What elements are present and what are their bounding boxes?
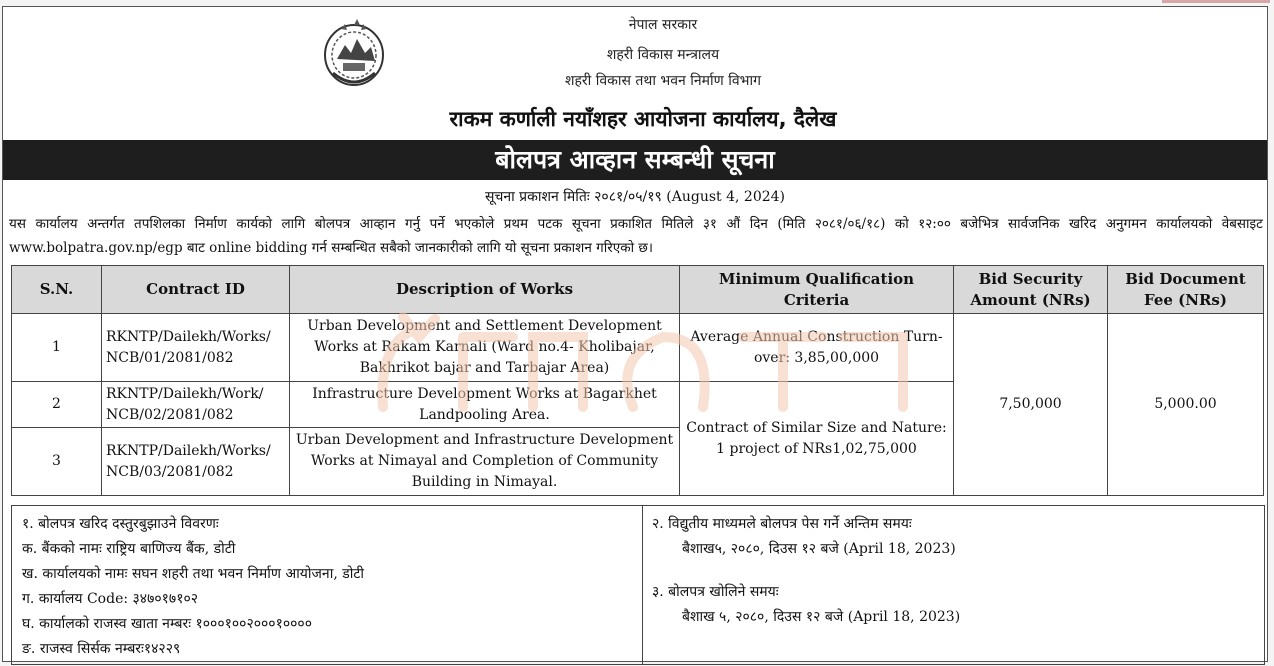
row-sn: 3	[12, 428, 102, 496]
revenue-heading-number: ङ. राजस्व सिर्सक नम्बरः१४२२९	[22, 641, 181, 657]
header-bid-fee: Bid Document Fee (NRs)	[1108, 266, 1264, 314]
row-criteria-turnover: Average Annual Construction Turn-over: 3,85,00,000	[680, 314, 954, 382]
nepal-emblem-icon	[321, 15, 387, 91]
row-contract-id: RKNTP/Dailekh/Work/ NCB/02/2081/082	[102, 382, 290, 428]
office-title: राकम कर्णाली नयाँशहर आयोजना कार्यालय, दैलेख	[449, 107, 837, 131]
notice-frame	[2, 6, 1268, 662]
submission-deadline-value: बैशाख५, २०८०, दिउस १२ बजे (April 18, 2023)	[682, 541, 956, 557]
header-criteria: Minimum Qualification Criteria	[680, 266, 954, 314]
tender-details-box	[11, 505, 1265, 665]
header-description: Description of Works	[290, 266, 680, 314]
notice-banner: बोलपत्र आव्हान सम्बन्धी सूचना	[3, 140, 1267, 180]
table-row	[12, 314, 1264, 382]
intro-paragraph: यस कार्यालय अन्तर्गत तपशिलका निर्माण कार्यको लागि बोलपत्र आव्हान गर्नु पर्ने भएकोले प्रथम पटक सूचना प्रकाशित मितिले ३१ औं दिन (मिति २०८१/०६/१८) को १२:०० बजेभित्र सार्वजनिक खरिद अनुगमन कार्यालयको वेबसाइट www.bolpatra.gov.np/egp बाट online bidding गर्न सम्बन्धित सबैको जानकारीको लागि यो सूचना प्रकाशन गरिएको छ।	[9, 216, 1263, 256]
office-name: ख. कार्यालयको नामः सघन शहरी तथा भवन निर्माण आयोजना, डोटी	[22, 566, 365, 582]
opening-time-label: ३. बोलपत्र खोलिने समयः	[652, 584, 779, 600]
publish-date: सूचना प्रकाशन मितिः २०८१/०५/१९ (August 4, 2024)	[484, 189, 786, 205]
row-sn: 1	[12, 314, 102, 382]
bid-security-value: 7,50,000	[954, 314, 1108, 496]
row-contract-id: RKNTP/Dailekh/Works/ NCB/01/2081/082	[102, 314, 290, 382]
row-description: Urban Development and Settlement Development Works at Rakam Karnali (Ward no.4- Kholibajar, Bakhrikot bajar and Tarbajar Area)	[290, 314, 680, 382]
office-code: ग. कार्यालय Code: ३४७०१७१०२	[22, 591, 199, 607]
fee-heading: १. बोलपत्र खरिद दस्तुरबुझाउने विवरणः	[22, 516, 219, 532]
corner-mark	[1162, 0, 1270, 3]
row-sn: 2	[12, 382, 102, 428]
column-divider	[642, 506, 643, 664]
gov-line-1: नेपाल सरकार	[628, 17, 698, 33]
row-contract-id: RKNTP/Dailekh/Works/ NCB/03/2081/082	[102, 428, 290, 496]
row-criteria-similar: Contract of Similar Size and Nature: 1 project of NRs1,02,75,000	[680, 382, 954, 496]
row-description: Infrastructure Development Works at Bagarkhet Landpooling Area.	[290, 382, 680, 428]
bid-fee-value: 5,000.00	[1108, 314, 1264, 496]
bank-name: क. बैंकको नामः राष्ट्रिय बाणिज्य बैंक, डोटी	[22, 541, 236, 557]
row-description: Urban Development and Infrastructure Development Works at Nimayal and Completion of Community Building in Nimayal.	[290, 428, 680, 496]
table-header-row	[12, 266, 1264, 314]
gov-line-3: शहरी विकास तथा भवन निर्माण विभाग	[564, 73, 762, 89]
header-bid-security: Bid Security Amount (NRs)	[954, 266, 1108, 314]
purchase-fee-details	[22, 512, 622, 662]
gov-line-2: शहरी विकास मन्त्रालय	[606, 47, 720, 63]
deadline-details	[652, 512, 1252, 630]
opening-time-value: बैशाख ५, २०८०, दिउस १२ बजे (April 18, 2023)	[682, 609, 961, 625]
submission-deadline-label: २. विद्युतीय माध्यमले बोलपत्र पेस गर्ने अन्तिम समयः	[652, 516, 912, 532]
revenue-account: घ. कार्यालको राजस्व खाता नम्बरः १०००१००२०००१००००	[22, 616, 312, 632]
header-contract-id: Contract ID	[102, 266, 290, 314]
header-sn: S.N.	[12, 266, 102, 314]
bid-table	[11, 265, 1264, 496]
